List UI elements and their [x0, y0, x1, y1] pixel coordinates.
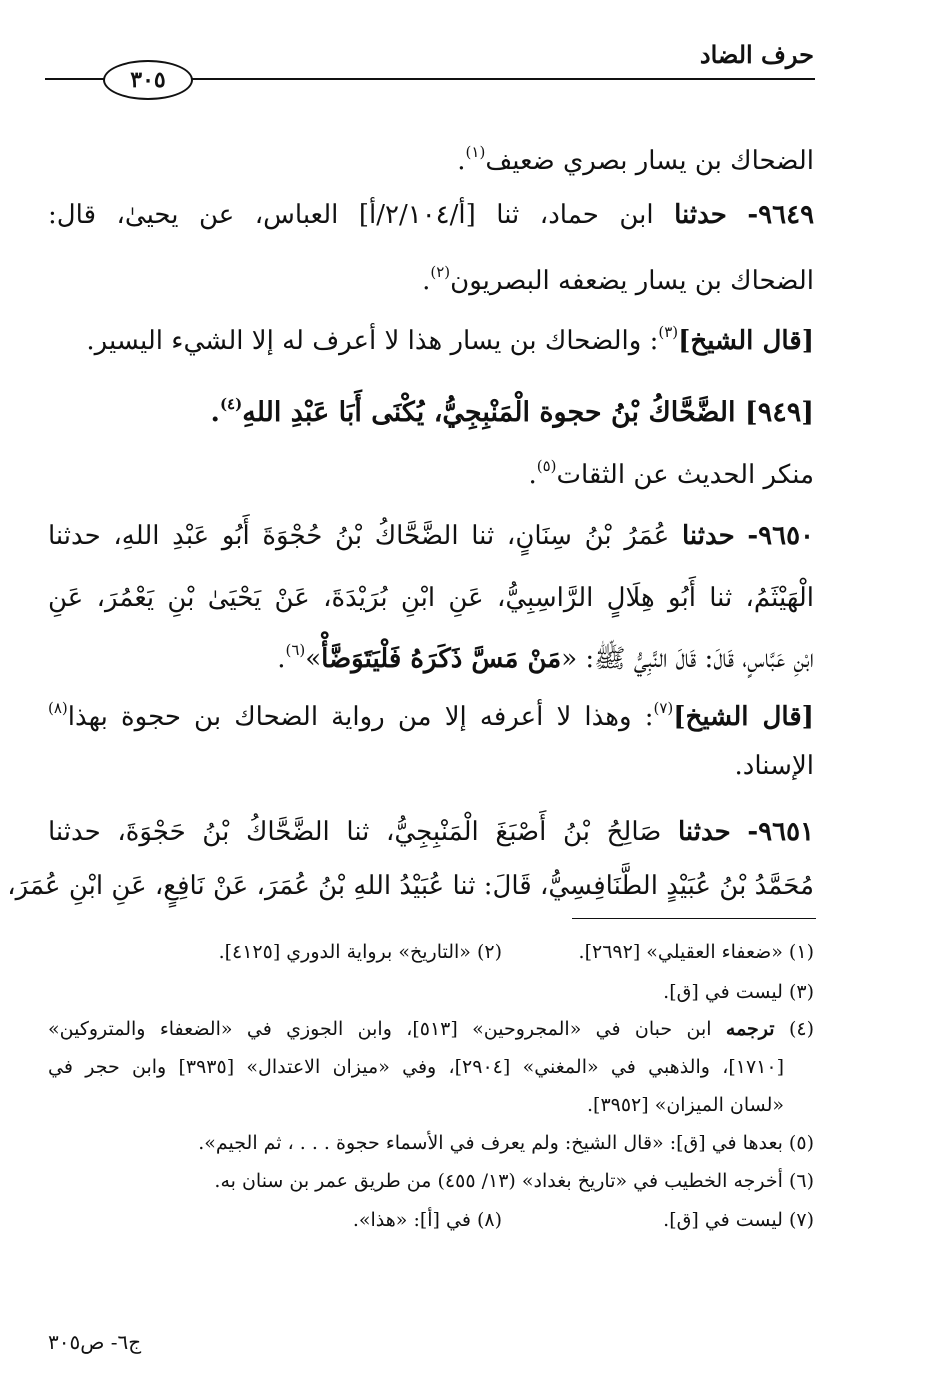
haddathana-keyword: حدثنا	[681, 521, 735, 551]
shaykh-label: [قال الشيخ]	[678, 326, 814, 356]
hadith-9650-line-1: ٩٦٥٠- حدثنا عُمَرُ بْنُ سِنَانٍ، ثنا الضَّحَّاكُ بْنُ حُجْوَةَ أَبُو عَبْدِ اللهِ، حدثنا	[48, 521, 815, 551]
haddathana-keyword: حدثنا	[678, 817, 731, 847]
footnote-ref-5[interactable]: (٥)	[536, 457, 557, 475]
footnote-ref-2[interactable]: (٢)	[430, 263, 451, 281]
entry-949-description: منكر الحديث عن الثقات$^{(٥)}$.	[528, 457, 814, 490]
footnote-ref-1[interactable]: (١)	[465, 143, 486, 161]
footnote-ref-4[interactable]: (٤)	[219, 395, 243, 413]
hadith-9651-line-1: ٩٦٥١- حدثنا صَالِحُ بْنُ أَصْبَغَ الْمَنْبِجِيُّ، ثنا الضَّحَّاكُ بْنُ حَجْوَةَ، حدثنا	[48, 817, 815, 847]
footnote-4-line-2: [١٧١٠]، والذهبي في «المغني» [٢٩٠٤]، وفي «ميزان الاعتدال» [٣٩٣٥] وابن حجر في	[48, 1056, 784, 1078]
shaykh-comment-1: [قال الشيخ]$^{(٣)}$: والضحاك بن يسار هذا لا أعرف له إلا الشيء اليسير.	[86, 323, 814, 356]
footnote-rule	[572, 918, 816, 919]
footnote-6: (٦) أخرجه الخطيب في «تاريخ بغداد» (١٣/ ٤٥٥) من طريق عمر بن سنان به.	[214, 1170, 814, 1192]
hadith-9651-line-2: مُحَمَّدُ بْنُ عُبَيْدٍ الطَّنَافِسِيُّ، قَالَ: ثنا عُبَيْدُ اللهِ بْنُ عُمَرَ، عَنْ نَافِعٍ، عَنِ ابْنِ عُمَرَ،	[7, 871, 814, 901]
running-header-title: حرف الضاد	[699, 40, 814, 69]
hadith-number: ٩٦٥١-	[747, 817, 815, 847]
footnote-4-line-3: «لسان الميزان» [٣٩٥٢].	[586, 1094, 784, 1116]
entry-heading-949: [٩٤٩] الضَّحَّاكُ بْنُ حجوة الْمَنْبِجِيُّ، يُكْنَى أَبَا عَبْدِ اللهِ$^{(٤)}$.	[210, 395, 814, 428]
haddathana-keyword: حدثنا	[674, 200, 727, 230]
footnote-ref-8[interactable]: (٨)	[48, 699, 68, 717]
shaykh-label: [قال الشيخ]	[673, 702, 814, 732]
hadith-9650-line-3: ابْنِ عَبَّاسٍ، قَالَ: قَالَ النَّبِيُّ ﷺ: «مَنْ مَسَّ ذَكَرَهُ فَلْيَتَوَضَّأْ»$^{(٦)}$.	[277, 641, 814, 674]
shaykh-comment-2-line-2: الإسناد.	[734, 751, 814, 781]
prophetic-saying: مَنْ مَسَّ ذَكَرَهُ فَلْيَتَوَضَّأْ	[321, 644, 562, 674]
hadith-9649-line-1: ٩٦٤٩- حدثنا ابن حماد، ثنا [أ/٢/١٠٤/أ] العباس، عن يحيىٰ، قال:	[48, 200, 815, 230]
footnote-ref-6[interactable]: (٦)	[285, 641, 306, 659]
shaykh-comment-2: [قال الشيخ]$^{(٧)}$: وهذا لا أعرفه إلا من رواية الضحاك بن حجوة بهذا$^{(٨)}$	[48, 699, 814, 732]
folio-reference: ج٦- ص٣٠٥	[48, 1330, 142, 1354]
page-number-oval: ٣٠٥	[103, 60, 193, 100]
footnote-8: (٨) في [أ]: «هذا».	[352, 1209, 502, 1231]
hadith-number: ٩٦٥٠-	[747, 521, 815, 551]
body-line-1: الضحاك بن يسار بصري ضعيف$^{(١)}$.	[457, 143, 814, 176]
footnote-3: (٣) ليست في [ق].	[663, 981, 814, 1003]
hadith-9649-line-2: الضحاك بن يسار يضعفه البصريون$^{(٢)}$.	[422, 263, 814, 296]
footnote-1: (١) «ضعفاء العقيلي» [٢٦٩٢].	[578, 941, 814, 963]
footnote-4-line-1: (٤) ترجمه ابن حبان في «المجروحين» [٥١٣]، وابن الجوزي في «الضعفاء والمتروكين»	[48, 1018, 814, 1040]
footnote-5: (٥) بعدها في [ق]: «قال الشيخ: ولم يعرف في الأسماء حجوة . . . ، ثم الجيم».	[198, 1132, 814, 1154]
footnote-ref-3[interactable]: (٣)	[658, 323, 679, 341]
footnote-7: (٧) ليست في [ق].	[663, 1209, 814, 1231]
footnote-2: (٢) «التاريخ» برواية الدوري [٤١٢٥].	[218, 941, 502, 963]
hadith-number: ٩٦٤٩-	[747, 200, 815, 230]
footnote-ref-7[interactable]: (٧)	[653, 699, 674, 717]
hadith-9650-line-2: الْهَيْثَمُ، ثنا أَبُو هِلَالٍ الرَّاسِبِيُّ، عَنِ ابْنِ بُرَيْدَةَ، عَنْ يَحْيَىٰ بْنِ يَعْمُرَ، عَنِ	[48, 583, 814, 613]
